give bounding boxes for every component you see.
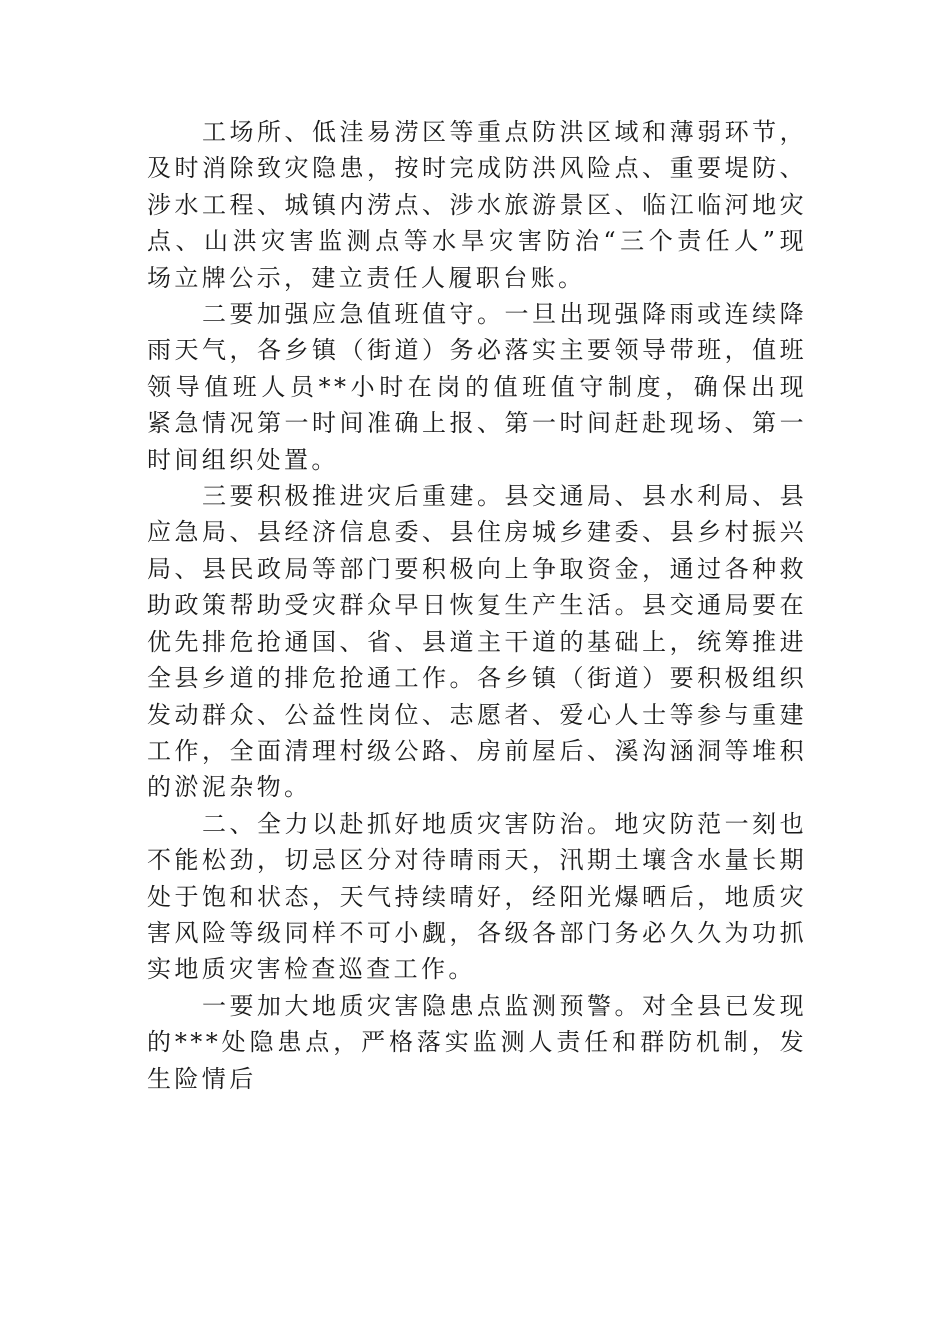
paragraph-continuation: 工场所、低洼易涝区等重点防洪区域和薄弱环节，及时消除致灾隐患，按时完成防洪风险点、重要堤防、涉水工程、城镇内涝点、涉水旅游景区、临江临河地灾点、山洪灾害监测点等水旱灾害防治“三个责任人”现场立牌公示，建立责任人履职台账。 xyxy=(147,118,807,292)
paragraph-duty-watch: 二要加强应急值班值守。一旦出现强降雨或连续降雨天气，各乡镇（街道）务必落实主要领导带班，值班领导值班人员**小时在岗的值班值守制度，确保出现紧急情况第一时间准确上报、第一时间赶赴现场、第一时间组织处置。 xyxy=(147,300,807,474)
document-body xyxy=(147,114,807,1097)
paragraph-geological-hazard: 二、全力以赴抓好地质灾害防治。地灾防范一刻也不能松劲，切忌区分对待晴雨天，汛期土壤含水量长期处于饱和状态，天气持续晴好，经阳光爆晒后，地质灾害风险等级同样不可小觑，各级各部门务必久久为功抓实地质灾害检查巡查工作。 xyxy=(147,809,807,984)
paragraph-monitoring-warning: 一要加大地质灾害隐患点监测预警。对全县已发现的***处隐患点，严格落实监测人责任和群防机制，发生险情后 xyxy=(147,991,807,1093)
paragraph-reconstruction: 三要积极推进灾后重建。县交通局、县水利局、县应急局、县经济信息委、县住房城乡建委、县乡村振兴局、县民政局等部门要积极向上争取资金，通过各种救助政策帮助受灾群众早日恢复生产生活。县交通局要在优先排危抢通国、省、县道主干道的基础上，统筹推进全县乡道的排危抢通工作。各乡镇（街道）要积极组织发动群众、公益性岗位、志愿者、爱心人士等参与重建工作，全面清理村级公路、房前屋后、溪沟涵洞等堆积的淤泥杂物。 xyxy=(147,482,807,802)
